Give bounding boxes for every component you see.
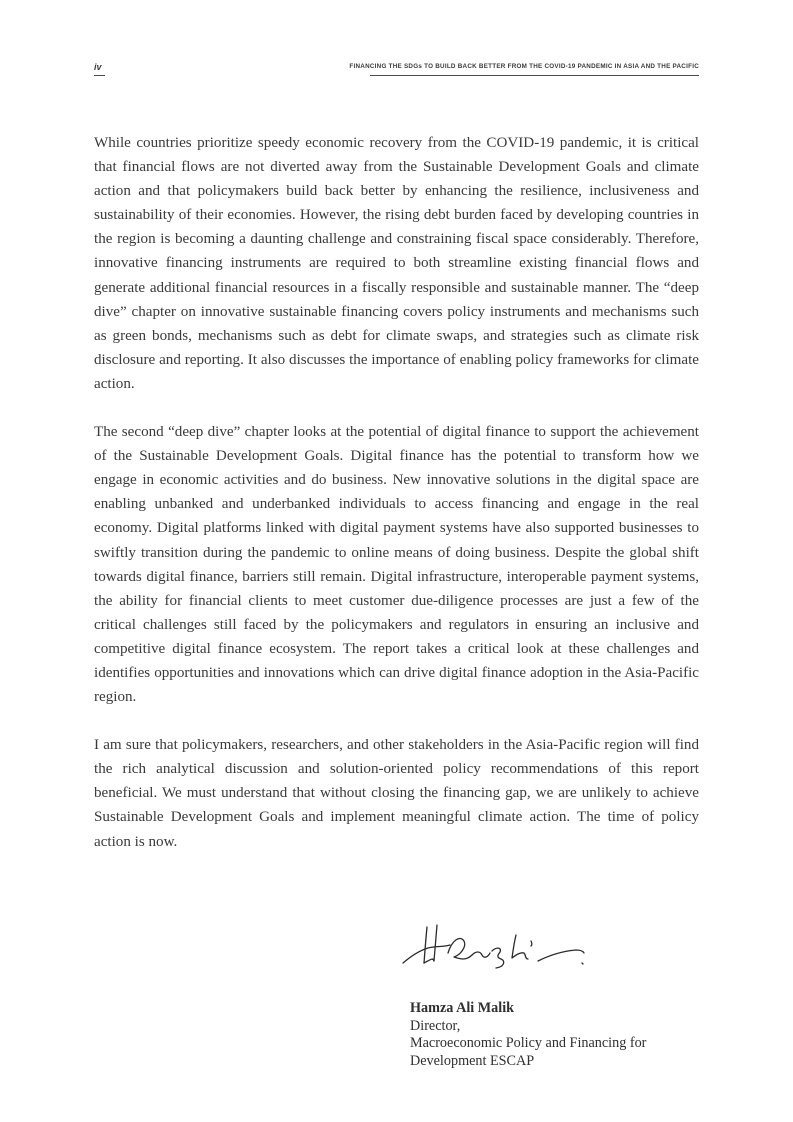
paragraph-3: I am sure that policymakers, researchers, and other stakeholders in the Asia-Pacific region will find the rich analytical discussion and solution-oriented policy recommendations of this report beneficial. We must understand that without closing the financing gap, we are unlikely to achieve Sustainable Development Goals and implement meaningful climate action. The time of policy action is now. [94,737,699,850]
signatory-title: Director, [410,1017,461,1034]
signatory-name: Hamza Ali Malik [410,1000,515,1016]
header-rule-left [94,75,105,76]
body-text [94,131,699,878]
signature-block [410,1000,646,1070]
signatory-department-line-1: Macroeconomic Policy and Financing for [410,1035,647,1051]
paragraph-1: While countries prioritize speedy economic recovery from the COVID-19 pandemic, it is critical that financial flows are not diverted away from the Sustainable Development Goals and climate action and that policymakers build back better by enhancing the resilience, inclusiveness and sustainability of their economies. However, the rising debt burden faced by developing countries in the region is becoming a daunting challenge and constraining fiscal space considerably. Therefore, innovative financing instruments are required to both streamline existing financial flows and generate additional financial resources in a fiscally responsible and sustainable manner. The “deep dive” chapter on innovative sustainable financing covers policy instruments and mechanisms such as green bonds, mechanisms such as debt for climate swaps, and strategies such as climate risk disclosure and reporting. It also discusses the importance of enabling policy frameworks for climate action. [94,135,699,392]
running-title: FINANCING THE SDGs TO BUILD BACK BETTER FROM THE COVID-19 PANDEMIC IN ASIA AND THE PACIFIC [349,63,699,70]
signatory-department-line-2: Development ESCAP [410,1052,535,1069]
header-rule-right [370,75,699,76]
page-number: iv [94,62,102,72]
signature-icon [400,905,600,975]
paragraph-2: The second “deep dive” chapter looks at the potential of digital finance to support the achievement of the Sustainable Development Goals. Digital finance has the potential to transform how we engage in economic activities and do business. New innovative solutions in the digital space are enabling unbanked and underbanked individuals to access financing and engage in the real economy. Digital platforms linked with digital payment systems have also supported businesses to swiftly transition during the pandemic to online means of doing business. Despite the global shift towards digital finance, barriers still remain. Digital infrastructure, interoperable payment systems, the ability for financial clients to meet customer due-diligence processes are just a few of the critical challenges still faced by the policymakers and regulators in ensuring an inclusive and competitive digital finance ecosystem. The report takes a critical look at these challenges and identifies opportunities and innovations which can drive digital finance adoption in the Asia-Pacific region. [94,424,699,706]
